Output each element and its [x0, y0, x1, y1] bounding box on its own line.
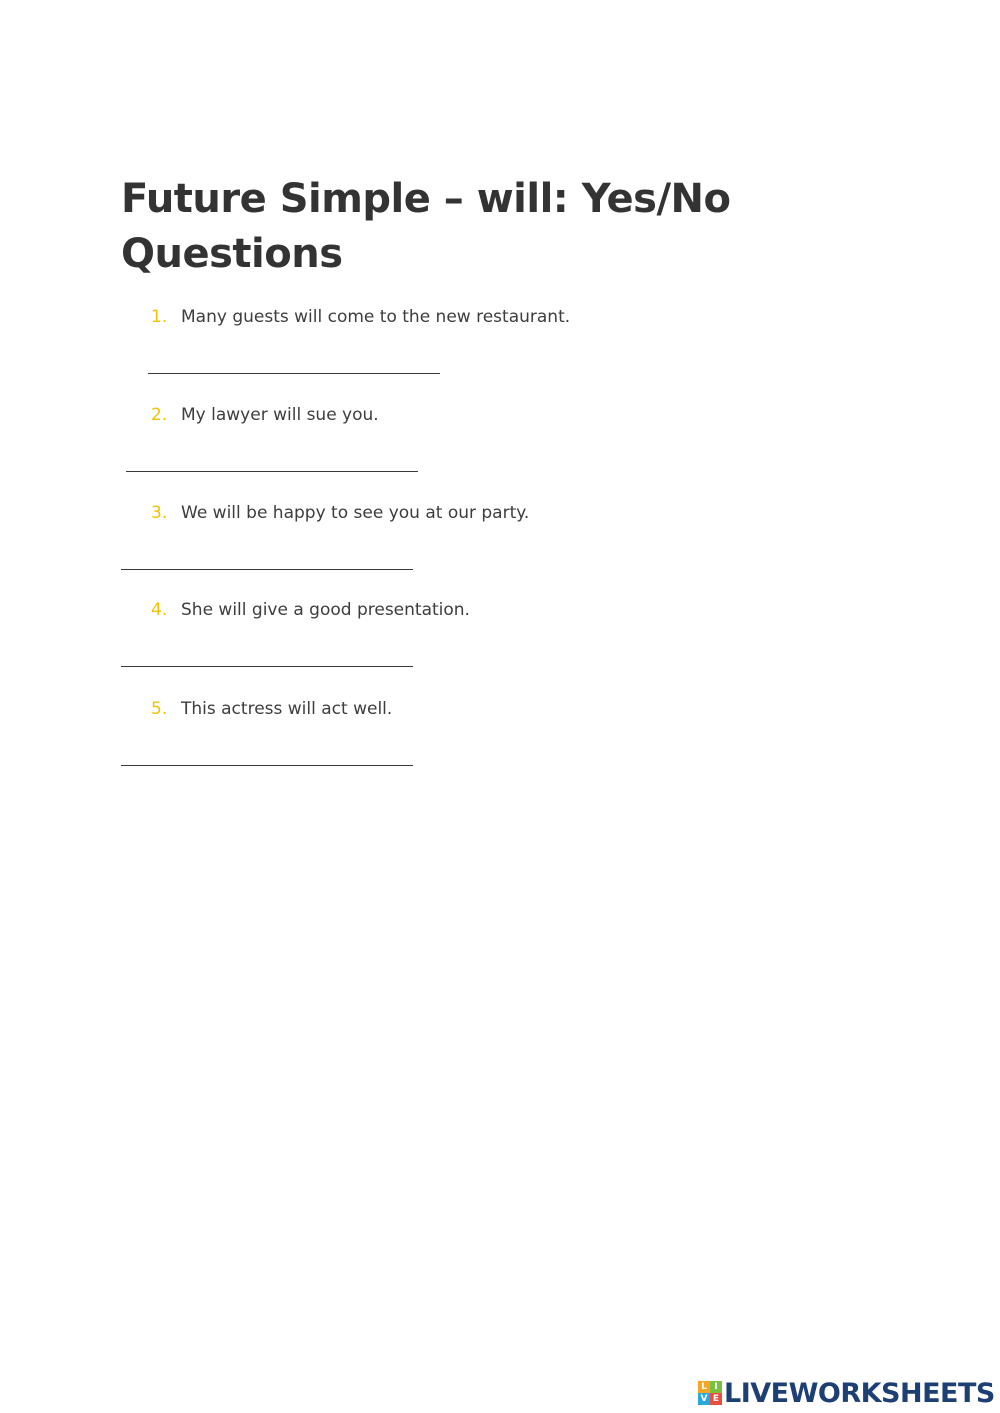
answer-line-4[interactable]	[121, 666, 413, 667]
exercise-item-2	[151, 403, 379, 427]
answer-line-2[interactable]	[126, 471, 418, 472]
item-sentence: We will be happy to see you at our party.	[181, 503, 530, 523]
worksheet-title: Future Simple – will: Yes/No Questions	[121, 176, 731, 277]
exercise-item-1	[151, 305, 570, 329]
item-sentence: She will give a good presentation.	[181, 600, 470, 620]
item-number: 5.	[151, 699, 168, 719]
exercise-item-4	[151, 598, 470, 622]
item-sentence: Many guests will come to the new restaurant.	[181, 307, 571, 327]
item-sentence: This actress will act well.	[181, 699, 393, 719]
exercise-item-5	[151, 697, 392, 721]
exercise-item-3	[151, 501, 529, 525]
answer-line-5[interactable]	[121, 765, 413, 766]
item-number: 2.	[151, 405, 168, 425]
item-number: 1.	[151, 307, 168, 327]
liveworksheets-logo	[698, 1378, 995, 1408]
item-sentence: My lawyer will sue you.	[181, 405, 379, 425]
answer-line-1[interactable]	[148, 373, 440, 374]
logo-text: LIVEWORKSHEETS	[724, 1377, 995, 1409]
logo-icon: L I V E	[698, 1381, 722, 1405]
item-number: 4.	[151, 600, 168, 620]
answer-line-3[interactable]	[121, 569, 413, 570]
item-number: 3.	[151, 503, 168, 523]
